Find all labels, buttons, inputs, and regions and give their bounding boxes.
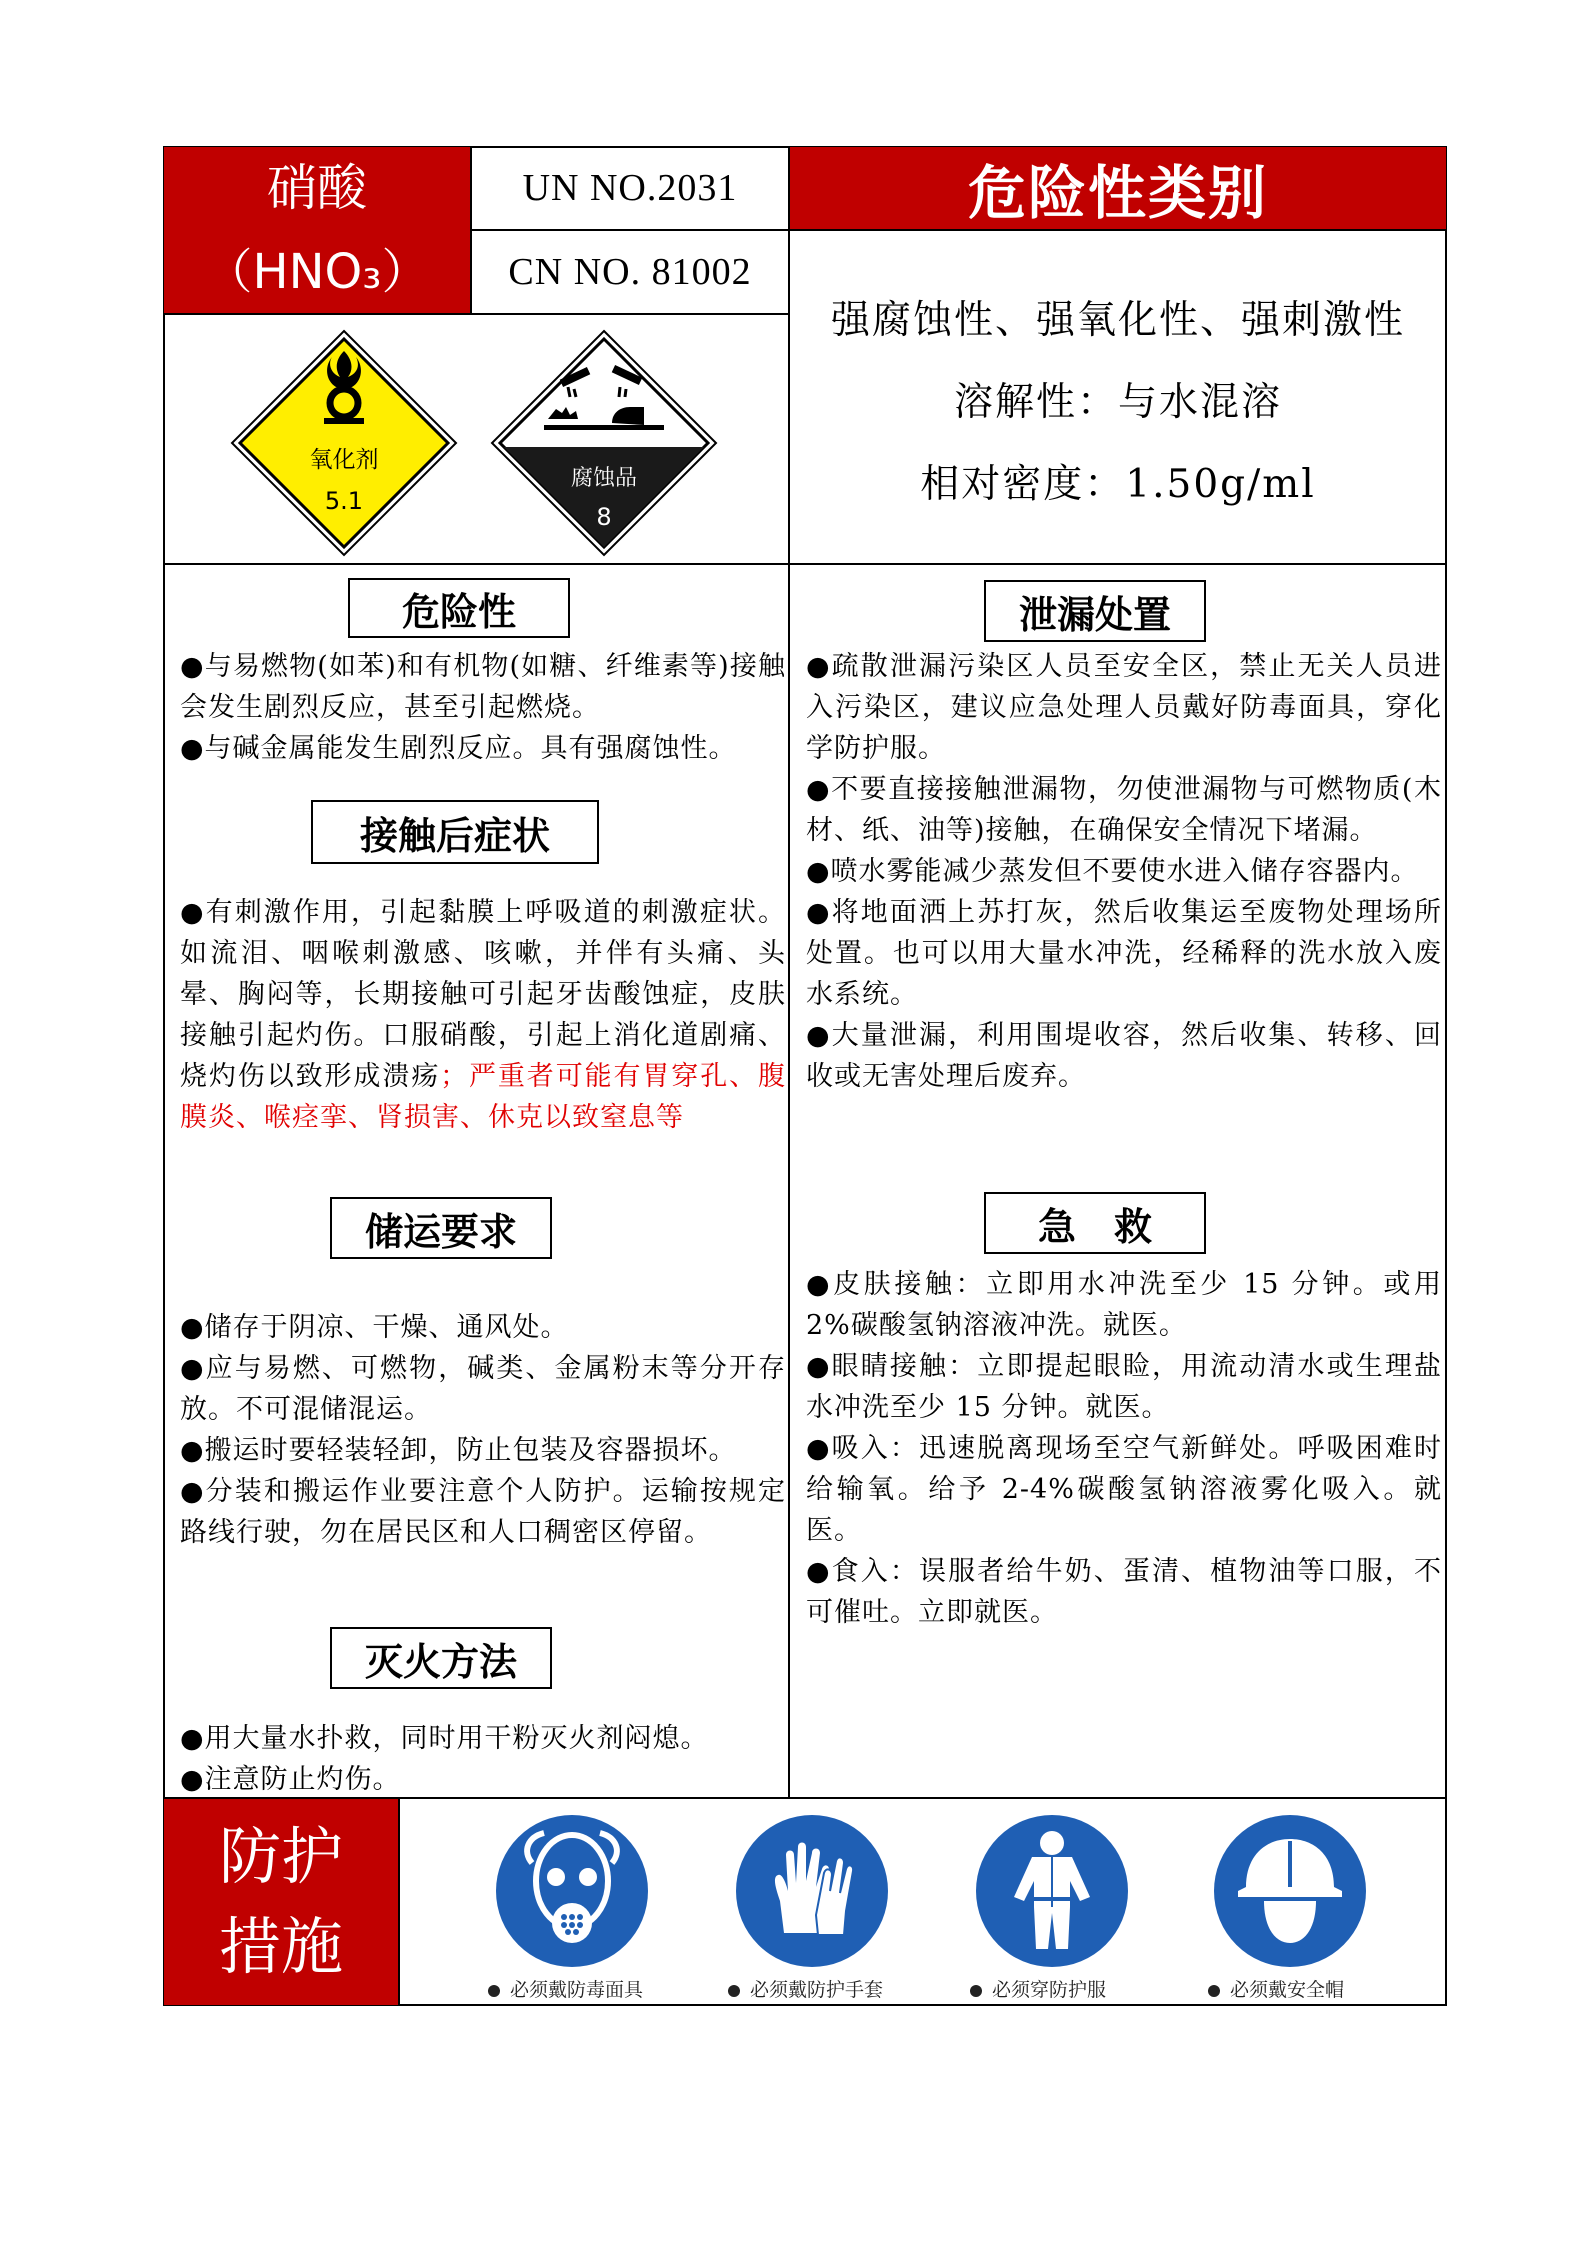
storage-section-title: 储运要求 [330, 1197, 552, 1259]
chemical-name: 硝酸 [267, 159, 367, 217]
fire-section-title: 灭火方法 [330, 1627, 552, 1689]
pictogram-cell [163, 314, 789, 564]
gas-mask-icon [492, 1811, 652, 1971]
ppe-safety-helmet [1198, 1811, 1398, 2001]
first-aid-item: ●眼睛接触：立即提起眼睑，用流动清水或生理盐水冲洗至少 15 分钟。就医。 [806, 1351, 1442, 1423]
storage-item: ●搬运时要轻装轻卸，防止包装及容器损坏。 [180, 1435, 737, 1466]
hazard-text [180, 646, 786, 769]
hazard-section-title: 危险性 [348, 578, 570, 638]
hazard-item: ●与易燃物(如苯)和有机物(如糖、纤维素等)接触会发生剧烈反应，甚至引起燃烧。 [180, 651, 786, 723]
fire-item: ●注意防止灼伤。 [180, 1764, 401, 1795]
corrosive-class: 8 [596, 503, 612, 531]
storage-item: ●应与易燃、可燃物，碱类、金属粉末等分开存放。不可混储混运。 [180, 1353, 786, 1425]
leak-section-title: 泄漏处置 [984, 580, 1206, 642]
ppe-caption: 必须戴安全帽 [1230, 1979, 1345, 2001]
symptoms-severe: ；严重者可能有胃穿孔、腹膜炎、喉痉挛、肾损害、休克以致窒息等 [180, 1061, 787, 1133]
chemical-name-cell [163, 146, 471, 314]
leak-item: ●大量泄漏，利用围堤收容，然后收集、转移、回收或无害处理后废弃。 [806, 1020, 1442, 1092]
bullet-dot [488, 1985, 500, 1997]
category-line-2: 溶解性：与水混溶 [953, 380, 1282, 425]
protection-title-cell [163, 1798, 399, 2006]
ppe-gloves [720, 1811, 920, 2001]
protection-title-line2: 措施 [218, 1910, 343, 1983]
ppe-caption: 必须穿防护服 [992, 1979, 1107, 2001]
safety-helmet-icon [1210, 1811, 1370, 1971]
fire-item: ●用大量水扑救，同时用干粉灭火剂闷熄。 [180, 1723, 709, 1754]
storage-item: ●储存于阴凉、干燥、通风处。 [180, 1312, 569, 1343]
ppe-gas-mask [480, 1811, 680, 2001]
bullet-dot [970, 1985, 982, 1997]
un-number: UN NO.2031 [471, 146, 789, 230]
category-line-1: 强腐蚀性、强氧化性、强刺激性 [830, 298, 1405, 343]
ppe-protective-suit [960, 1811, 1160, 2001]
leak-item: ●喷水雾能减少蒸发但不要使水进入储存容器内。 [806, 856, 1419, 887]
category-line-3: 相对密度：1.50g/ml [920, 462, 1316, 507]
first-aid-item: ●吸入：迅速脱离现场至空气新鲜处。呼吸困难时给输氧。给予 2-4%碳酸氢钠溶液雾化吸入。就医。 [806, 1433, 1442, 1546]
protection-title-line1: 防护 [218, 1820, 343, 1893]
chemical-formula: （HNO₃） [204, 244, 430, 300]
symptoms-text [180, 892, 786, 1138]
leak-item: ●将地面洒上苏打灰，然后收集运至废物处理场所处置。也可以用大量水冲洗，经稀释的洗水放入废水系统。 [806, 897, 1442, 1010]
oxidizer-class: 5.1 [324, 487, 364, 515]
symptoms-main: ●有刺激作用，引起黏膜上呼吸道的刺激症状。如流泪、咽喉刺激感、咳嗽，并伴有头痛、头晕、胸闷等，长期接触可引起牙齿酸蚀症，皮肤接触引起灼伤。口服硝酸，引起上消化道剧痛、烧灼伤以致形成溃疡 [180, 897, 786, 1092]
oxidizer-diamond-icon [232, 331, 456, 555]
first-aid-item: ●皮肤接触：立即用水冲洗至少 15 分钟。或用 2%碳酸氢钠溶液冲洗。就医。 [806, 1269, 1442, 1341]
ppe-caption: 必须戴防护手套 [750, 1979, 884, 2001]
leak-item: ●疏散泄漏污染区人员至安全区，禁止无关人员进入污染区，建议应急处理人员戴好防毒面具，穿化学防护服。 [806, 651, 1442, 764]
first-aid-item: ●食入：误服者给牛奶、蛋清、植物油等口服，不可催吐。立即就医。 [806, 1556, 1442, 1628]
category-properties-cell [789, 230, 1447, 564]
cn-number: CN NO. 81002 [471, 230, 789, 314]
leak-item: ●不要直接接触泄漏物，勿使泄漏物与可燃物质(木材、纸、油等)接触，在确保安全情况下堵漏。 [806, 774, 1442, 846]
corrosive-label: 腐蚀品 [570, 466, 638, 491]
symptoms-section-title: 接触后症状 [311, 800, 599, 864]
oxidizer-label: 氧化剂 [309, 447, 379, 473]
hazard-category-title: 危险性类别 [789, 146, 1447, 230]
bullet-dot [1208, 1985, 1220, 1997]
bullet-dot [728, 1985, 740, 1997]
leak-text [806, 646, 1442, 1097]
first-aid-section-title: 急 救 [984, 1192, 1206, 1254]
fire-text [180, 1718, 786, 1800]
ppe-caption: 必须戴防毒面具 [510, 1979, 644, 2001]
gloves-icon [732, 1811, 892, 1971]
storage-item: ●分装和搬运作业要注意个人防护。运输按规定路线行驶，勿在居民区和人口稠密区停留。 [180, 1476, 786, 1548]
storage-text [180, 1307, 786, 1553]
hazard-item: ●与碱金属能发生剧烈反应。具有强腐蚀性。 [180, 733, 737, 764]
hazard-pictograms [164, 315, 790, 565]
first-aid-text [806, 1264, 1442, 1633]
protective-suit-icon [972, 1811, 1132, 1971]
